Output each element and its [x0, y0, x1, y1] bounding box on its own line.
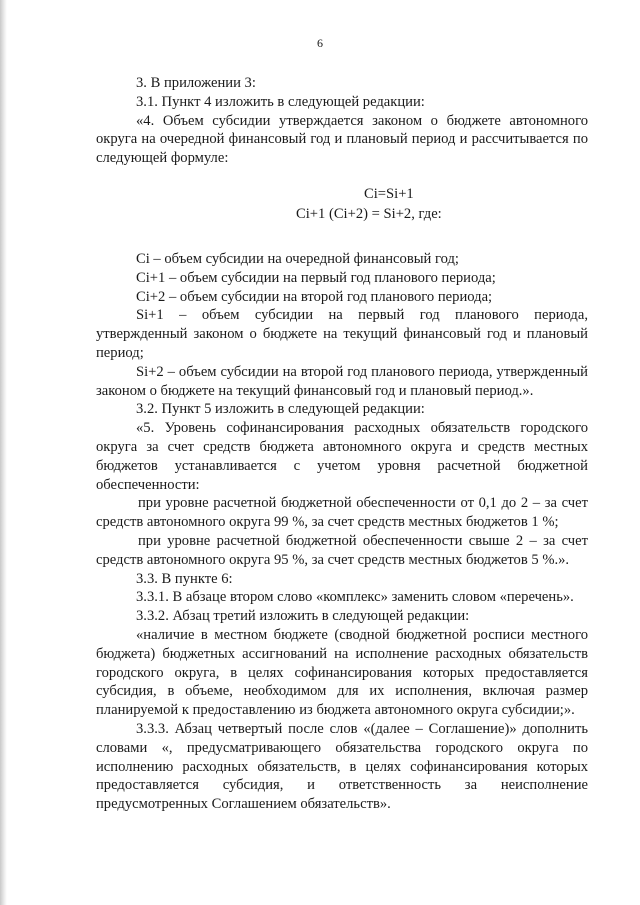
formula-line-2: Сi+1 (Сi+2) = Si+2, где: [296, 205, 442, 222]
page-number: 6 [317, 36, 323, 50]
paragraph-3-3-2: 3.3.2. Абзац третий изложить в следующей редакции: [136, 608, 470, 625]
document-body [96, 74, 588, 814]
paragraph-level-over-2: при уровне расчетной бюджетной обеспеченности свыше 2 – за счет средств автономного округа 95 %, за счет средств местных бюджетов 5 %.». [96, 532, 588, 568]
paragraph-3-1: 3.1. Пункт 4 изложить в следующей редакции: [136, 93, 425, 110]
scan-edge-shadow [0, 0, 7, 905]
paragraph-3-3-3: 3.3.3. Абзац четвертый после слов «(далее – Соглашение)» дополнить словами «, предусматривающего обязательства городского округа по исполнению расходных обязательств, в целях софинансирования которых предоставляется субсидия, и ответственность за неисполнение предусмотренных Соглашением обязательств». [96, 720, 588, 813]
formula-block [96, 184, 588, 224]
paragraph-3-3-1: 3.3.1. В абзаце втором слово «комплекс» заменить словом «перечень». [136, 589, 574, 606]
paragraph-3-3: 3.3. В пункте 6: [136, 570, 233, 587]
definition-si2: Si+2 – объем субсидии на второй год планового периода, утвержденный законом о бюджете на текущий финансовый год и плановый период.». [96, 363, 588, 399]
paragraph-3-2: 3.2. Пункт 5 изложить в следующей редакции: [136, 401, 425, 418]
formula-line-1: Сi=Si+1 [364, 185, 414, 202]
paragraph-level-0-1-2: при уровне расчетной бюджетной обеспеченности от 0,1 до 2 – за счет средств автономного округа 99 %, за счет средств местных бюджетов 1 %; [96, 495, 588, 531]
definition-ci2: Сi+2 – объем субсидии на второй год планового периода; [136, 288, 493, 305]
definition-ci1: Сi+1 – объем субсидии на первый год планового периода; [136, 269, 496, 286]
definition-ci: Сi – объем субсидии на очередной финансовый год; [136, 250, 459, 267]
paragraph-3: 3. В приложении 3: [136, 75, 256, 91]
definition-si1: Si+1 – объем субсидии на первый год планового периода, утвержденный законом о бюджете на текущий финансовый год и плановый период; [96, 307, 588, 361]
paragraph-quote-5: «5. Уровень софинансирования расходных обязательств городского округа за счет средств бюджета автономного округа и средств местных бюджетов устанавливается с учетом уровня расчетной бюджетной обеспеченности: [96, 420, 588, 493]
paragraph-quote-availability: «наличие в местном бюджете (сводной бюджетной росписи местного бюджета) бюджетных ассигнований на исполнение расходных обязательств городского округа, в целях софинансирования которых предоставляется субсидия, в объеме, необходимом для их исполнения, включая размер планируемой к предоставлению из бюджета автономного округа субсидии;». [96, 626, 588, 719]
paragraph-quote-4: «4. Объем субсидии утверждается законом о бюджете автономного округа на очередной финансовый год и плановый период и рассчитывается по следующей формуле: [96, 112, 588, 167]
